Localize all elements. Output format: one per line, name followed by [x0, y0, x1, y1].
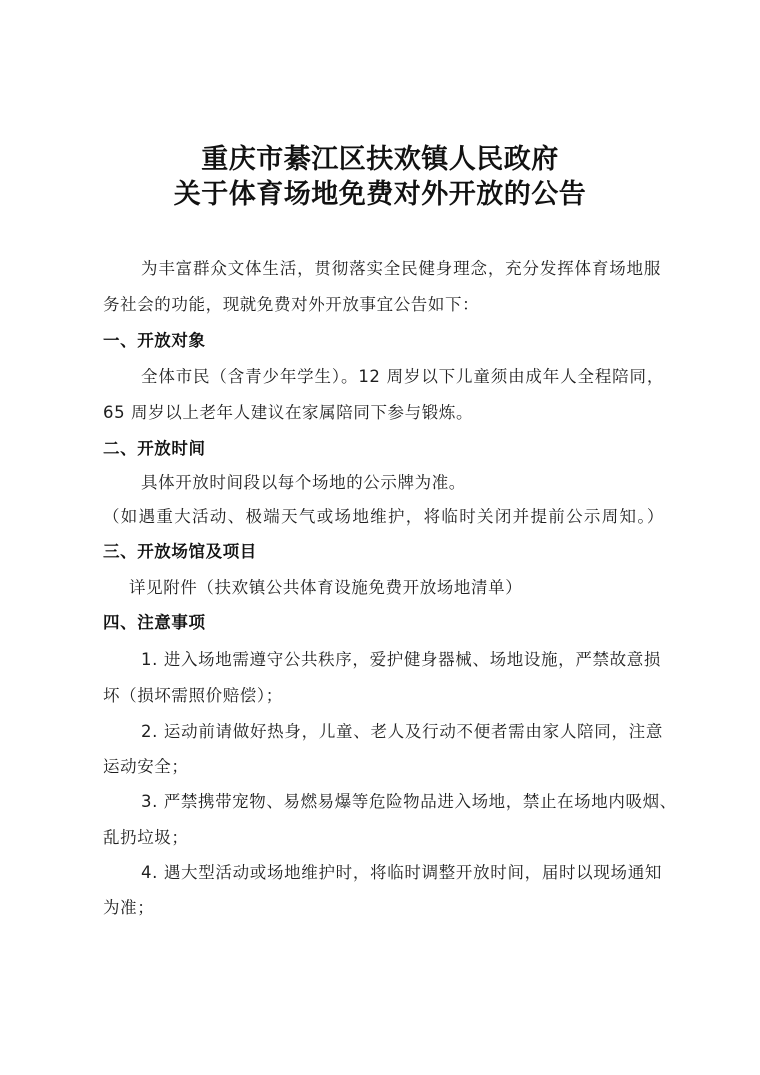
notes-item-2-line-1: 2. 运动前请做好热身，儿童、老人及行动不便者需由家人陪同，注意: [141, 722, 663, 741]
audience-line-1: 全体市民（含青少年学生）。12 周岁以下儿童须由成年人全程陪同，: [141, 367, 664, 386]
notes-item-3-line-1: 3. 严禁携带宠物、易燃易爆等危险物品进入场地，禁止在场地内吸烟、: [141, 792, 677, 811]
intro-paragraph-line-1: 为丰富群众文体生活，贯彻落实全民健身理念，充分发挥体育场地服: [141, 259, 661, 278]
venues-line-1: 详见附件（扶欢镇公共体育设施免费开放场地清单）: [129, 578, 523, 597]
hours-line-2: （如遇重大活动、极端天气或场地维护，将临时关闭并提前公示周知。）: [103, 507, 664, 526]
section-heading-hours: 二、开放时间: [103, 439, 206, 458]
section-heading-notes: 四、注意事项: [103, 613, 206, 632]
audience-line-2: 65 周岁以上老年人建议在家属陪同下参与锻炼。: [103, 403, 474, 422]
hours-line-1: 具体开放时间段以每个场地的公示牌为准。: [141, 473, 466, 492]
document-title-line-1: 重庆市綦江区扶欢镇人民政府: [201, 144, 559, 175]
notes-item-2-line-2: 运动安全；: [103, 757, 189, 776]
notes-item-3-line-2: 乱扔垃圾；: [103, 828, 189, 847]
notes-item-4-line-1: 4. 遇大型活动或场地维护时，将临时调整开放时间，届时以现场通知: [141, 863, 662, 882]
section-heading-venues: 三、开放场馆及项目: [103, 542, 257, 561]
notes-item-1-line-2: 坏（损坏需照价赔偿）；: [103, 686, 283, 705]
intro-paragraph-line-2: 务社会的功能，现就免费对外开放事宜公告如下：: [103, 295, 480, 314]
section-heading-audience: 一、开放对象: [103, 331, 206, 350]
document-title-line-2: 关于体育场地免费对外开放的公告: [173, 179, 587, 210]
notes-item-1-line-1: 1. 进入场地需遵守公共秩序，爱护健身器械、场地设施，严禁故意损: [141, 650, 661, 669]
notes-item-4-line-2: 为准；: [103, 898, 155, 917]
